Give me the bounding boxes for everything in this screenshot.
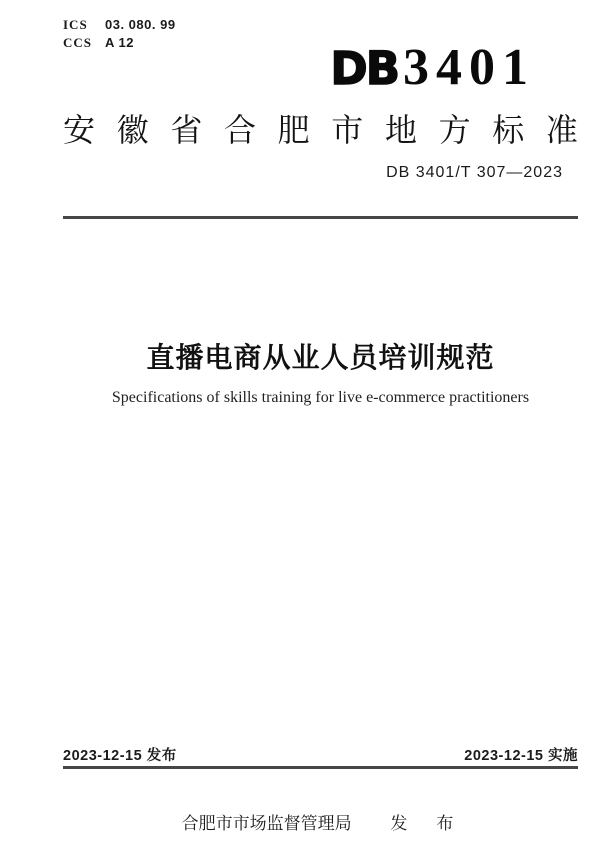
ics-label: ICS — [63, 17, 88, 32]
classification-block — [63, 16, 176, 52]
footer-divider-rule — [63, 766, 578, 769]
header-divider-rule — [63, 216, 578, 219]
ics-row — [63, 16, 176, 34]
ccs-value: A 12 — [105, 35, 134, 50]
document-title-english: Specifications of skills training for live e-commerce practitioners — [111, 389, 530, 406]
standard-code: DB 3401/T 307—2023 — [386, 164, 563, 181]
ccs-label: CCS — [63, 35, 93, 50]
dates-row — [63, 744, 578, 765]
document-title-chinese: 直播电商从业人员培训规范 — [146, 342, 495, 373]
standard-type-title: 安 徽 省 合 肥 市 地 方 标 准 — [63, 112, 578, 148]
db-logo-number: 3401 — [403, 39, 535, 96]
issue-date: 2023-12-15 发布 — [63, 748, 177, 764]
ics-value: 03. 080. 99 — [105, 17, 176, 32]
ccs-row — [63, 34, 176, 52]
implement-date: 2023-12-15 实施 — [464, 748, 578, 764]
db-standard-logo — [330, 39, 535, 96]
publisher-name: 合肥市市场监督管理局 — [181, 814, 352, 833]
publisher-line — [63, 809, 578, 834]
publish-action-label: 发 布 — [390, 814, 460, 833]
db-logo-prefix: DB — [330, 42, 398, 95]
